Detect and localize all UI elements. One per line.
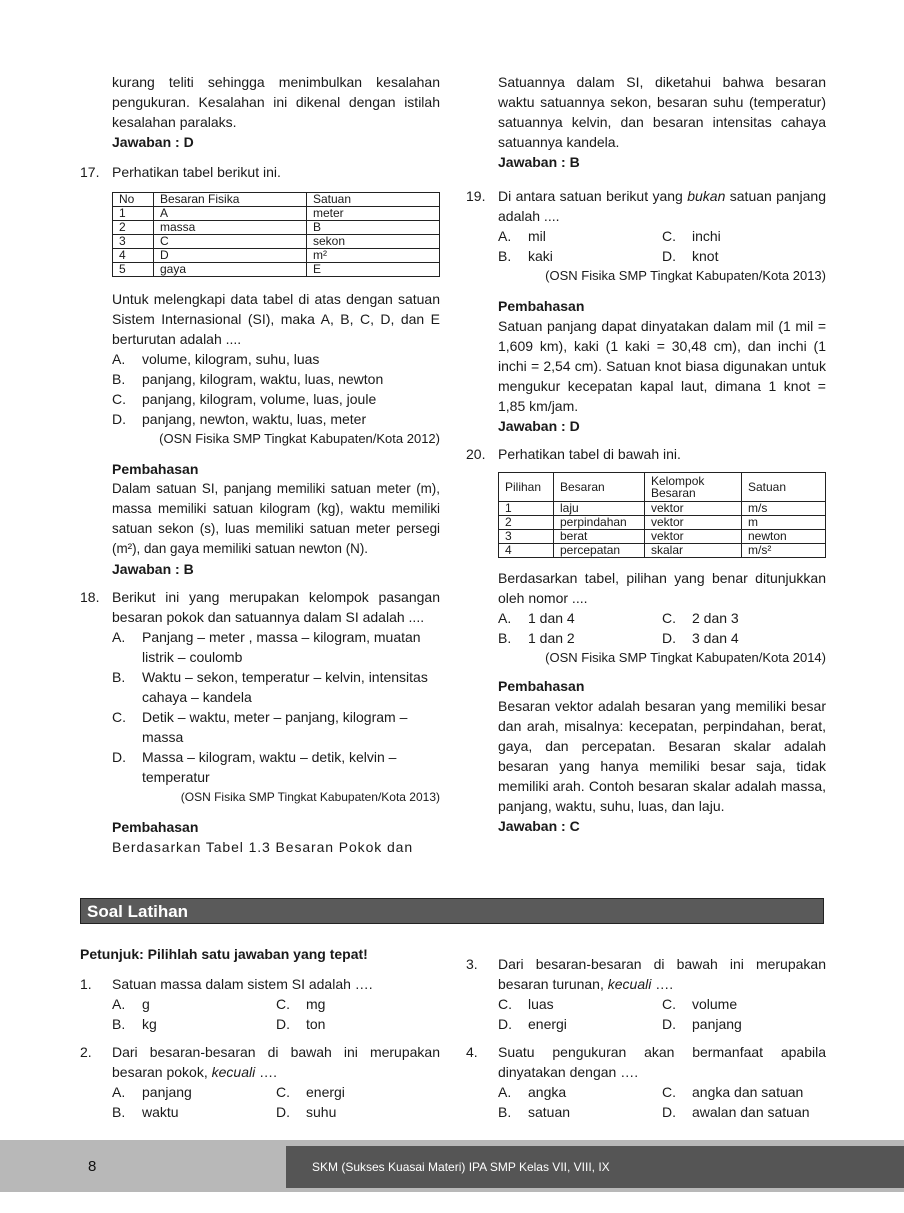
table-cell: 2 (499, 516, 554, 530)
q16-answer: Jawaban : D (112, 134, 194, 150)
table-header-cell: Satuan (307, 193, 440, 207)
option-text: energi (528, 1016, 567, 1032)
option-letter: A. (498, 228, 512, 244)
option-letter: A. (112, 996, 126, 1012)
latihan-q2-option (276, 1102, 440, 1122)
latihan-q4-option (662, 1082, 826, 1102)
q20-table (498, 472, 826, 558)
option-text: satuan (528, 1104, 571, 1120)
q17-text: Untuk melengkapi data tabel di atas dengan satuan Sistem Internasional (SI), maka A, B, C, D, dan E berturutan adalah .... (112, 291, 440, 347)
option-text: kg (142, 1016, 157, 1032)
q17-option-b (112, 369, 440, 389)
option-text: volume (692, 996, 738, 1012)
latihan-q1-option (276, 994, 440, 1014)
option-letter: A. (112, 351, 126, 367)
q16-explanation-text: kurang teliti sehingga menimbulkan kesalahan pengukuran. Kesalahan ini dikenal dengan istilah kesalahan paralaks. (112, 74, 440, 130)
option-text: 3 dan 4 (692, 630, 739, 646)
option-text: mg (306, 996, 326, 1012)
option-text: panjang, kilogram, waktu, luas, newton (142, 371, 384, 387)
q19-source: (OSN Fisika SMP Tingkat Kabupaten/Kota 2013) (545, 268, 826, 283)
q18-option-a (112, 627, 440, 667)
q20-prompt: Perhatikan tabel di bawah ini. (498, 446, 681, 462)
option-text: Waktu – sekon, temperatur – kelvin, intensitas cahaya – kandela (142, 669, 428, 705)
table-cell: massa (154, 221, 307, 235)
latihan-q4-option (498, 1102, 662, 1122)
option-letter: C. (276, 996, 290, 1012)
latihan-left-column (80, 944, 440, 1122)
table-row (113, 221, 440, 235)
q17-pembahasan-title: Pembahasan (112, 461, 199, 477)
latihan-q2-options (112, 1082, 440, 1122)
option-letter: A. (112, 1084, 126, 1100)
option-letter: D. (498, 1016, 512, 1032)
table-cell: B (307, 221, 440, 235)
page-number: 8 (88, 1158, 97, 1175)
q19-prompt-emphasis: bukan (687, 188, 726, 204)
latihan-q2-prompt (112, 1042, 440, 1082)
q20-source: (OSN Fisika SMP Tingkat Kabupaten/Kota 2014) (545, 650, 826, 665)
option-text: panjang (692, 1016, 742, 1032)
q20-option-b (498, 628, 662, 648)
latihan-question-4 (466, 1042, 826, 1122)
table-cell: vektor (645, 516, 742, 530)
q17-table (112, 192, 440, 277)
latihan-q2-number: 2. (80, 1044, 92, 1060)
table-row (113, 263, 440, 277)
latihan-q4-option (662, 1102, 826, 1122)
option-letter: A. (112, 629, 126, 645)
option-letter: B. (498, 1104, 512, 1120)
latihan-q4-options (498, 1082, 826, 1122)
table-cell: m/s (742, 502, 826, 516)
option-text: volume, kilogram, suhu, luas (142, 351, 320, 367)
option-text: 2 dan 3 (692, 610, 739, 626)
table-cell: 4 (113, 249, 154, 263)
table-cell: 2 (113, 221, 154, 235)
option-text: luas (528, 996, 554, 1012)
table-cell: 4 (499, 544, 554, 558)
table-row (113, 249, 440, 263)
table-header-cell: No (113, 193, 154, 207)
option-text: panjang (142, 1084, 192, 1100)
option-text: angka dan satuan (692, 1084, 804, 1100)
q19-number: 19. (466, 188, 486, 204)
table-cell: 1 (499, 502, 554, 516)
table-row (499, 544, 826, 558)
option-text: Detik – waktu, meter – panjang, kilogram – massa (142, 709, 408, 745)
option-letter: D. (662, 1016, 676, 1032)
q18-option-d (112, 747, 440, 787)
latihan-question-3 (466, 954, 826, 1034)
latihan-q2-option (112, 1102, 276, 1122)
prompt-part: …. (651, 976, 674, 992)
option-text: 1 dan 2 (528, 630, 575, 646)
q19-prompt-part: satuan panjang adalah .... (498, 188, 827, 224)
table-row (499, 516, 826, 530)
q20-pembahasan-title: Pembahasan (498, 678, 585, 694)
q20-options (498, 608, 826, 648)
option-letter: C. (498, 996, 512, 1012)
option-text: suhu (306, 1104, 337, 1120)
option-letter: D. (276, 1016, 290, 1032)
table-cell: vektor (645, 530, 742, 544)
q19-prompt-part: Di antara satuan berikut yang (498, 188, 688, 204)
q17-answer: Jawaban : B (112, 561, 194, 577)
q16-continuation (80, 72, 440, 152)
latihan-question-1 (80, 974, 440, 1034)
option-text: Massa – kilogram, waktu – detik, kelvin – temperatur (142, 749, 397, 785)
q18-source: (OSN Fisika SMP Tingkat Kabupaten/Kota 2013) (180, 790, 440, 804)
q19-options (498, 226, 826, 266)
table-row (499, 530, 826, 544)
q20-answer: Jawaban : C (498, 818, 580, 834)
table-cell: percepatan (554, 544, 645, 558)
prompt-part: …. (255, 1064, 277, 1080)
table-cell: gaya (154, 263, 307, 277)
option-letter: C. (662, 228, 676, 244)
table-row (499, 502, 826, 516)
option-letter: C. (662, 996, 676, 1012)
q19-option-d (662, 246, 826, 266)
q17-pembahasan-text: Dalam satuan SI, panjang memiliki satuan meter (m), massa memiliki satuan kilogram (kg), waktu memiliki satuan sekon (s), luas memiliki satuan meter persegi (m²), dan gaya memiliki satuan newton (N). (112, 481, 440, 556)
option-letter: A. (498, 610, 512, 626)
left-column (80, 72, 440, 857)
option-text: kaki (528, 248, 553, 264)
question-19 (466, 186, 826, 436)
q20-text: Berdasarkan tabel, pilihan yang benar ditunjukkan oleh nomor .... (498, 570, 826, 606)
table-header-cell: Besaran (554, 473, 645, 502)
q18-pembahasan-text: Berdasarkan Tabel 1.3 Besaran Pokok dan (112, 839, 414, 855)
option-letter: B. (112, 371, 126, 387)
option-letter: D. (112, 749, 126, 765)
q19-pembahasan-text: Satuan panjang dapat dinyatakan dalam mil (1 mil = 1,609 km), kaki (1 kaki = 30,48 cm), dan inchi (1 inchi = 2,54 cm). Satuan knot biasa digunakan untuk mengukur kecepatan kapal laut, dimana 1 knot = 1,85 km/jam. (498, 318, 826, 414)
latihan-q2-option (112, 1082, 276, 1102)
latihan-q3-options (498, 994, 826, 1034)
table-cell: sekon (307, 235, 440, 249)
footer-title: SKM (Sukses Kuasai Materi) IPA SMP Kelas VII, VIII, IX (286, 1146, 904, 1188)
q19-option-c (662, 226, 826, 246)
option-letter: C. (112, 391, 126, 407)
table-cell: 3 (113, 235, 154, 249)
latihan-q3-option (662, 1014, 826, 1034)
option-text: knot (692, 248, 719, 264)
table-header-cell: Satuan (742, 473, 826, 502)
table-cell: 5 (113, 263, 154, 277)
option-text: energi (306, 1084, 345, 1100)
option-letter: C. (662, 610, 676, 626)
option-letter: A. (498, 1084, 512, 1100)
latihan-right-column (466, 954, 826, 1122)
table-cell: newton (742, 530, 826, 544)
latihan-q2-option (276, 1082, 440, 1102)
table-header-cell: Besaran Fisika (154, 193, 307, 207)
prompt-part: Dari besaran-besaran di bawah ini merupakan besaran pokok, (112, 1044, 440, 1080)
table-header-cell: Pilihan (499, 473, 554, 502)
option-letter: B. (112, 1016, 126, 1032)
table-cell: m (742, 516, 826, 530)
table-cell: m² (307, 249, 440, 263)
table-cell: A (154, 207, 307, 221)
prompt-part: Dari besaran-besaran di bawah ini merupakan besaran turunan, (498, 956, 826, 992)
latihan-q1-number: 1. (80, 976, 92, 992)
latihan-q3-option (498, 994, 662, 1014)
option-letter: B. (498, 630, 512, 646)
option-text: Panjang – meter , massa – kilogram, muatan listrik – coulomb (142, 629, 421, 665)
q18-option-b (112, 667, 440, 707)
latihan-q3-prompt (498, 954, 826, 994)
table-cell: m/s² (742, 544, 826, 558)
latihan-q4-prompt: Suatu pengukuran akan bermanfaat apabila dinyatakan dengan …. (498, 1044, 826, 1080)
table-header-cell: Kelompok Besaran (645, 473, 742, 502)
table-cell: vektor (645, 502, 742, 516)
table-cell: skalar (645, 544, 742, 558)
latihan-question-2 (80, 1042, 440, 1122)
option-letter: D. (662, 1104, 676, 1120)
option-text: mil (528, 228, 546, 244)
latihan-instruction: Petunjuk: Pilihlah satu jawaban yang tepat! (80, 946, 368, 962)
question-17 (80, 162, 440, 579)
q17-source: (OSN Fisika SMP Tingkat Kabupaten/Kota 2012) (159, 431, 440, 446)
table-cell: 1 (113, 207, 154, 221)
latihan-q3-number: 3. (466, 956, 478, 972)
option-letter: D. (662, 630, 676, 646)
q17-prompt: Perhatikan tabel berikut ini. (112, 164, 281, 180)
table-cell: perpindahan (554, 516, 645, 530)
table-cell: berat (554, 530, 645, 544)
option-text: awalan dan satuan (692, 1104, 810, 1120)
option-text: inchi (692, 228, 721, 244)
option-letter: D. (112, 411, 126, 427)
table-cell: C (154, 235, 307, 249)
table-cell: D (154, 249, 307, 263)
option-letter: B. (112, 669, 126, 685)
option-text: ton (306, 1016, 326, 1032)
prompt-emphasis: kecuali (211, 1064, 256, 1080)
table-cell: 3 (499, 530, 554, 544)
option-text: angka (528, 1084, 567, 1100)
table-row (113, 207, 440, 221)
q20-pembahasan-text: Besaran vektor adalah besaran yang memiliki besar dan arah, misalnya: kecepatan, perpindahan, berat, gaya, dan percepatan. Besaran skalar adalah besaran yang hanya memiliki besar saja, tidak memiliki arah. Contoh besaran skalar adalah massa, panjang, waktu, suhu, luas, dan laju. (498, 698, 826, 814)
q20-number: 20. (466, 446, 486, 462)
table-cell: meter (307, 207, 440, 221)
q17-number: 17. (80, 164, 100, 180)
latihan-q1-option (112, 994, 276, 1014)
question-20 (466, 444, 826, 836)
latihan-q3-option (662, 994, 826, 1014)
table-cell: E (307, 263, 440, 277)
q20-option-a (498, 608, 662, 628)
section-title-bar: Soal Latihan (80, 898, 824, 924)
table-header-row (499, 473, 826, 502)
latihan-q1-prompt: Satuan massa dalam sistem SI adalah …. (112, 976, 373, 992)
option-letter: C. (662, 1084, 676, 1100)
q20-option-d (662, 628, 826, 648)
option-letter: D. (276, 1104, 290, 1120)
option-letter: D. (662, 248, 676, 264)
q19-answer: Jawaban : D (498, 418, 580, 434)
table-cell: laju (554, 502, 645, 516)
latihan-q1-option (112, 1014, 276, 1034)
option-text: 1 dan 4 (528, 610, 575, 626)
q19-pembahasan-title: Pembahasan (498, 298, 585, 314)
latihan-q1-options (112, 994, 440, 1034)
option-letter: C. (112, 709, 126, 725)
latihan-q3-option (498, 1014, 662, 1034)
q18-prompt: Berikut ini yang merupakan kelompok pasangan besaran pokok dan satuannya dalam SI adalah .... (112, 589, 440, 625)
option-text: panjang, newton, waktu, luas, meter (142, 411, 367, 427)
q17-option-d (112, 409, 440, 429)
right-column (466, 72, 826, 836)
latihan-q4-number: 4. (466, 1044, 478, 1060)
q20-option-c (662, 608, 826, 628)
q19-prompt (498, 186, 826, 226)
q17-option-a (112, 349, 440, 369)
option-letter: B. (112, 1104, 126, 1120)
q18-explanation-continued: Satuannya dalam SI, diketahui bahwa besaran waktu satuannya sekon, besaran suhu (temperatur) satuannya kelvin, dan besaran intensitas cahaya satuannya kandela. (498, 74, 826, 150)
prompt-emphasis: kecuali (607, 976, 652, 992)
q18-answer: Jawaban : B (498, 154, 580, 170)
q19-option-b (498, 246, 662, 266)
q17-option-c (112, 389, 440, 409)
option-letter: B. (498, 248, 512, 264)
table-header-row (113, 193, 440, 207)
q18-option-c (112, 707, 440, 747)
option-text: panjang, kilogram, volume, luas, joule (142, 391, 377, 407)
q18-pembahasan-title: Pembahasan (112, 819, 199, 835)
latihan-q4-option (498, 1082, 662, 1102)
table-row (113, 235, 440, 249)
q19-option-a (498, 226, 662, 246)
option-letter: C. (276, 1084, 290, 1100)
q18-continuation (466, 72, 826, 172)
latihan-q1-option (276, 1014, 440, 1034)
question-18 (80, 587, 440, 857)
q18-number: 18. (80, 589, 100, 605)
option-text: waktu (142, 1104, 179, 1120)
option-text: g (142, 996, 150, 1012)
